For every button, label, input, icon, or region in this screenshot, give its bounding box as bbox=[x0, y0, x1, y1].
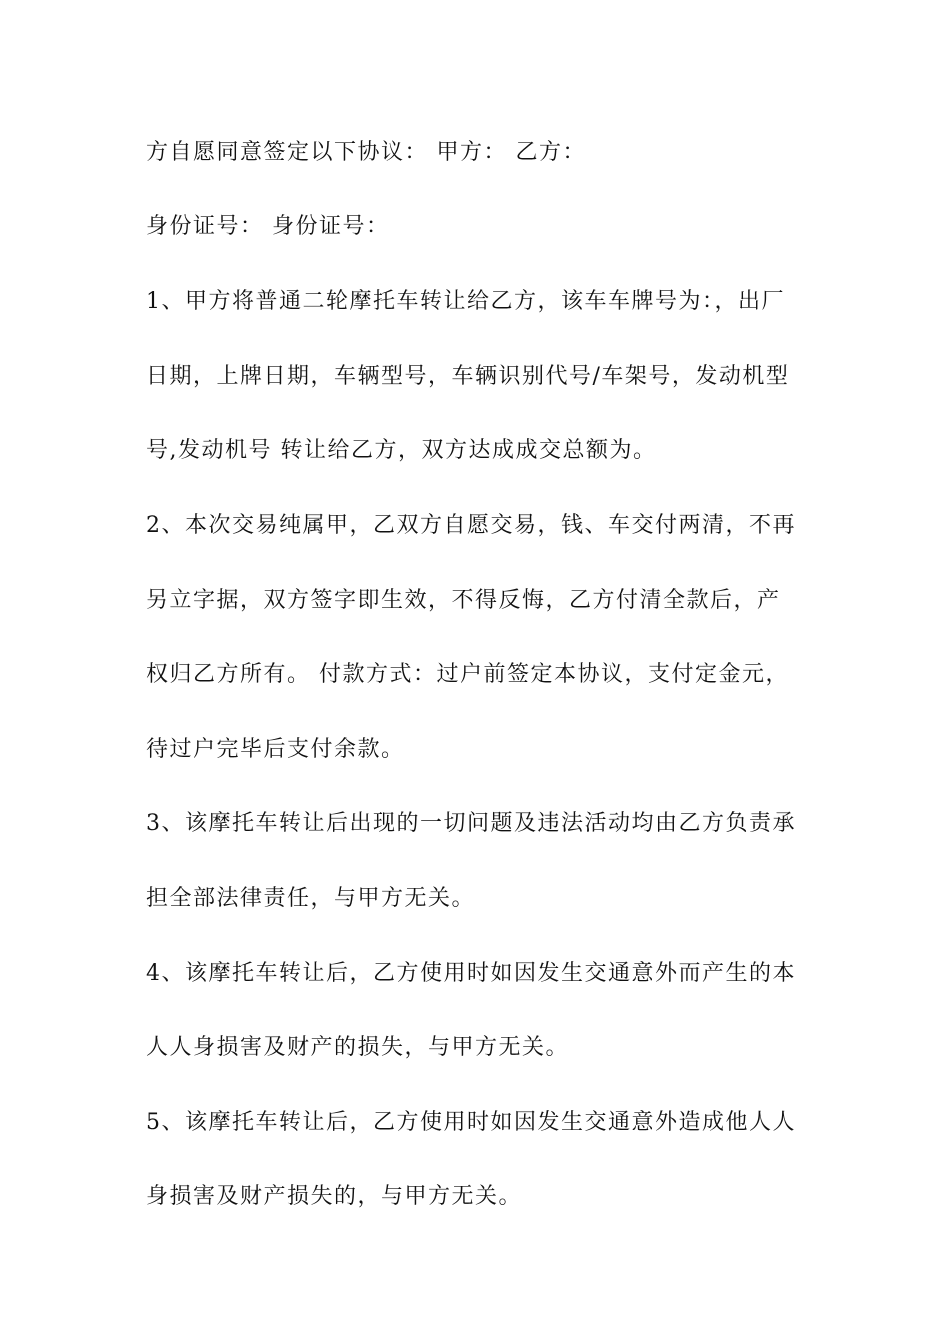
clause-4-line-2: 人人身损害及财产的损失，与甲方无关。 bbox=[146, 1035, 570, 1060]
clause-1-line-2: 日期，上牌日期，车辆型号，车辆识别代号/车架号，发动机型 bbox=[146, 364, 790, 389]
id-number-line: 身份证号： 身份证号： bbox=[146, 214, 390, 239]
clause-5-line-2: 身损害及财产损失的，与甲方无关。 bbox=[146, 1184, 523, 1209]
clause-2-line-2: 另立字据，双方签字即生效，不得反悔，乙方付清全款后，产 bbox=[146, 588, 781, 613]
parties-line: 方自愿同意签定以下协议： 甲方： 乙方： bbox=[146, 140, 586, 165]
clause-2-line-1: 2、本次交易纯属甲，乙双方自愿交易，钱、车交付两清，不再 bbox=[146, 513, 796, 538]
clause-2-line-3: 权归乙方所有。 付款方式：过户前签定本协议，支付定金元， bbox=[146, 662, 789, 687]
clause-1-line-3: 号,发动机号 转让给乙方，双方达成成交总额为。 bbox=[146, 438, 657, 463]
clause-5-line-1: 5、该摩托车转让后，乙方使用时如因发生交通意外造成他人人 bbox=[146, 1110, 796, 1135]
clause-1-line-1: 1、甲方将普通二轮摩托车转让给乙方，该车车牌号为：，出厂 bbox=[146, 289, 785, 314]
clause-2-line-4: 待过户完毕后支付余款。 bbox=[146, 737, 405, 762]
clause-3-line-1: 3、该摩托车转让后出现的一切问题及违法活动均由乙方负责承 bbox=[146, 811, 796, 836]
clause-4-line-1: 4、该摩托车转让后，乙方使用时如因发生交通意外而产生的本 bbox=[146, 961, 796, 986]
clause-3-line-2: 担全部法律责任，与甲方无关。 bbox=[146, 886, 476, 911]
